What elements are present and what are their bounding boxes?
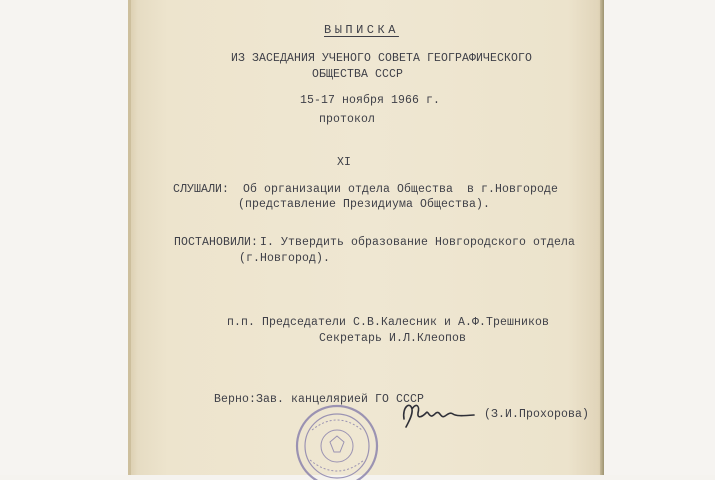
heard-text: Об организации отдела Общества в г.Новгороде bbox=[243, 183, 559, 196]
resolved-label: ПОСТАНОВИЛИ: bbox=[174, 236, 259, 249]
document-subtitle-line2: ОБЩЕСТВА СССР bbox=[312, 68, 404, 81]
page-background-right bbox=[604, 0, 715, 475]
heard-text-continuation: (представление Президиума Общества). bbox=[238, 198, 491, 211]
certifier-name: (З.И.Прохорова) bbox=[484, 408, 590, 421]
resolved-text-continuation: (г.Новгород). bbox=[239, 252, 331, 265]
handwritten-signature bbox=[398, 397, 476, 431]
meeting-date: 15-17 ноября 1966 г. bbox=[300, 94, 441, 107]
chairs-line: п.п. Председатели С.В.Калесник и А.Ф.Трешников bbox=[227, 316, 550, 329]
certified-line: Верно:Зав. канцелярией ГО СССР bbox=[214, 393, 425, 406]
paper-left-edge bbox=[128, 0, 131, 475]
protocol-label: протокол bbox=[319, 113, 376, 126]
heard-label: СЛУШАЛИ: bbox=[173, 183, 230, 196]
page-background-left bbox=[0, 0, 128, 475]
document-subtitle-line1: ИЗ ЗАСЕДАНИЯ УЧЕНОГО СОВЕТА ГЕОГРАФИЧЕСКОГО bbox=[231, 52, 533, 65]
resolved-text: I. Утвердить образование Новгородского отдела bbox=[260, 236, 576, 249]
secretary-line: Секретарь И.Л.Клеопов bbox=[319, 332, 467, 345]
document-heading: ВЫПИСКА bbox=[324, 23, 399, 37]
official-stamp-seal bbox=[290, 400, 384, 480]
section-number: XI bbox=[337, 156, 352, 169]
